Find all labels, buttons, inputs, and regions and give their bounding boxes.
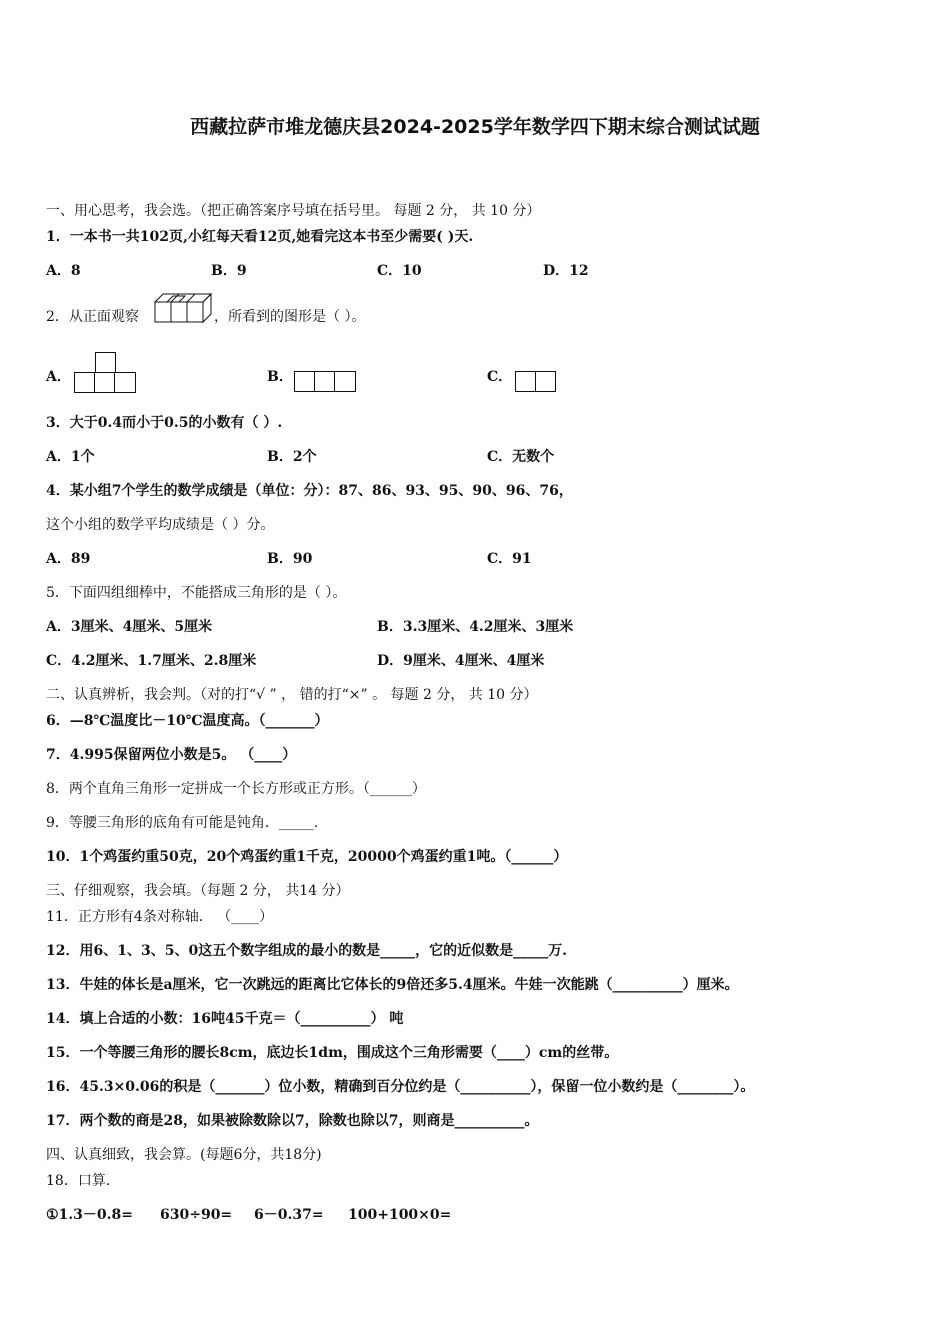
question-14: 14．填上合适的小数：16吨45千克＝（__________） 吨 bbox=[46, 1011, 404, 1027]
question-9: 9．等腰三角形的底角有可能是钝角．_____. bbox=[46, 815, 319, 831]
q2-option-b: B． bbox=[267, 369, 293, 385]
calc-item-1: ①1.3－0.8= bbox=[46, 1207, 133, 1223]
q3-option-a: A．1个 bbox=[46, 449, 95, 465]
q1-option-b: B．9 bbox=[211, 263, 247, 279]
question-4-line-2: 这个小组的数学平均成绩是（ ）分。 bbox=[46, 517, 275, 533]
q2-option-c: C． bbox=[487, 369, 513, 385]
question-2-suffix: ，所看到的图形是（ ）。 bbox=[214, 309, 366, 325]
q3-option-b: B．2个 bbox=[267, 449, 317, 465]
calc-item-4: 100+100×0= bbox=[348, 1207, 452, 1223]
question-3: 3．大于0.4而小于0.5的小数有（ ）. bbox=[46, 415, 283, 431]
section-3-heading: 三、仔细观察，我会填。（每题 2 分， 共14 分） bbox=[46, 883, 350, 899]
question-13: 13．牛娃的体长是a厘米，它一次跳远的距离比它体长的9倍还多5.4厘米。牛娃一次能跳（__________）厘米。 bbox=[46, 977, 739, 993]
question-11: 11．正方形有4条对称轴． （____） bbox=[46, 909, 274, 925]
question-12: 12．用6、1、3、5、0这五个数字组成的最小的数是_____，它的近似数是_____万. bbox=[46, 943, 568, 959]
question-7: 7．4.995保留两位小数是5。 （____） bbox=[46, 747, 297, 763]
q5-option-a: A．3厘米、4厘米、5厘米 bbox=[46, 619, 213, 635]
q5-option-d: D．9厘米、4厘米、4厘米 bbox=[377, 653, 545, 669]
section-2-heading: 二、认真辨析，我会判。（对的打“√ ” ， 错的打“×” 。 每题 2 分， 共 10 分） bbox=[46, 687, 538, 703]
q4-option-b: B．90 bbox=[267, 551, 313, 567]
question-18: 18．口算. bbox=[46, 1173, 111, 1189]
question-1: 1．一本书一共102页,小红每天看12页,她看完这本书至少需要( )天. bbox=[46, 229, 474, 245]
q4-option-a: A．89 bbox=[46, 551, 91, 567]
section-1-heading: 一、用心思考，我会选。（把正确答案序号填在括号里。 每题 2 分， 共 10 分） bbox=[46, 203, 541, 219]
q1-option-a: A．8 bbox=[46, 263, 81, 279]
question-4-line-1: 4．某小组7个学生的数学成绩是（单位：分）：87、86、93、95、90、96、76， bbox=[46, 483, 573, 499]
q5-option-c: C．4.2厘米、1.7厘米、2.8厘米 bbox=[46, 653, 257, 669]
question-8: 8．两个直角三角形一定拼成一个长方形或正方形。（______） bbox=[46, 781, 426, 797]
q3-option-c: C．无数个 bbox=[487, 449, 555, 465]
q5-option-b: B．3.3厘米、4.2厘米、3厘米 bbox=[377, 619, 574, 635]
question-10: 10．1个鸡蛋约重50克，20个鸡蛋约重1千克，20000个鸡蛋约重1吨。（______） bbox=[46, 849, 568, 865]
section-4-heading: 四、认真细致，我会算。(每题6分，共18分) bbox=[46, 1147, 322, 1163]
question-15: 15．一个等腰三角形的腰长8cm，底边长1dm，围成这个三角形需要（____）cm的丝带。 bbox=[46, 1045, 619, 1061]
question-2-prefix: 2．从正面观察 bbox=[46, 309, 139, 325]
question-16: 16．45.3×0.06的积是（_______）位小数，精确到百分位约是（__________），保留一位小数约是（________）。 bbox=[46, 1079, 755, 1095]
q4-option-c: C．91 bbox=[487, 551, 532, 567]
cube-solid-figure bbox=[153, 292, 215, 324]
q1-option-c: C．10 bbox=[377, 263, 422, 279]
question-5: 5．下面四组细棒中，不能搭成三角形的是（ ）。 bbox=[46, 585, 347, 601]
question-6: 6．—8℃温度比－10℃温度高。（_______） bbox=[46, 713, 329, 729]
calc-item-3: 6－0.37= bbox=[254, 1207, 324, 1223]
calc-item-2: 630÷90= bbox=[160, 1207, 233, 1223]
q1-option-d: D．12 bbox=[543, 263, 589, 279]
question-17: 17．两个数的商是28，如果被除数除以7，除数也除以7，则商是__________。 bbox=[46, 1113, 539, 1129]
page-title: 西藏拉萨市堆龙德庆县2024-2025学年数学四下期末综合测试试题 bbox=[190, 116, 760, 138]
q2-option-a: A． bbox=[46, 369, 71, 385]
